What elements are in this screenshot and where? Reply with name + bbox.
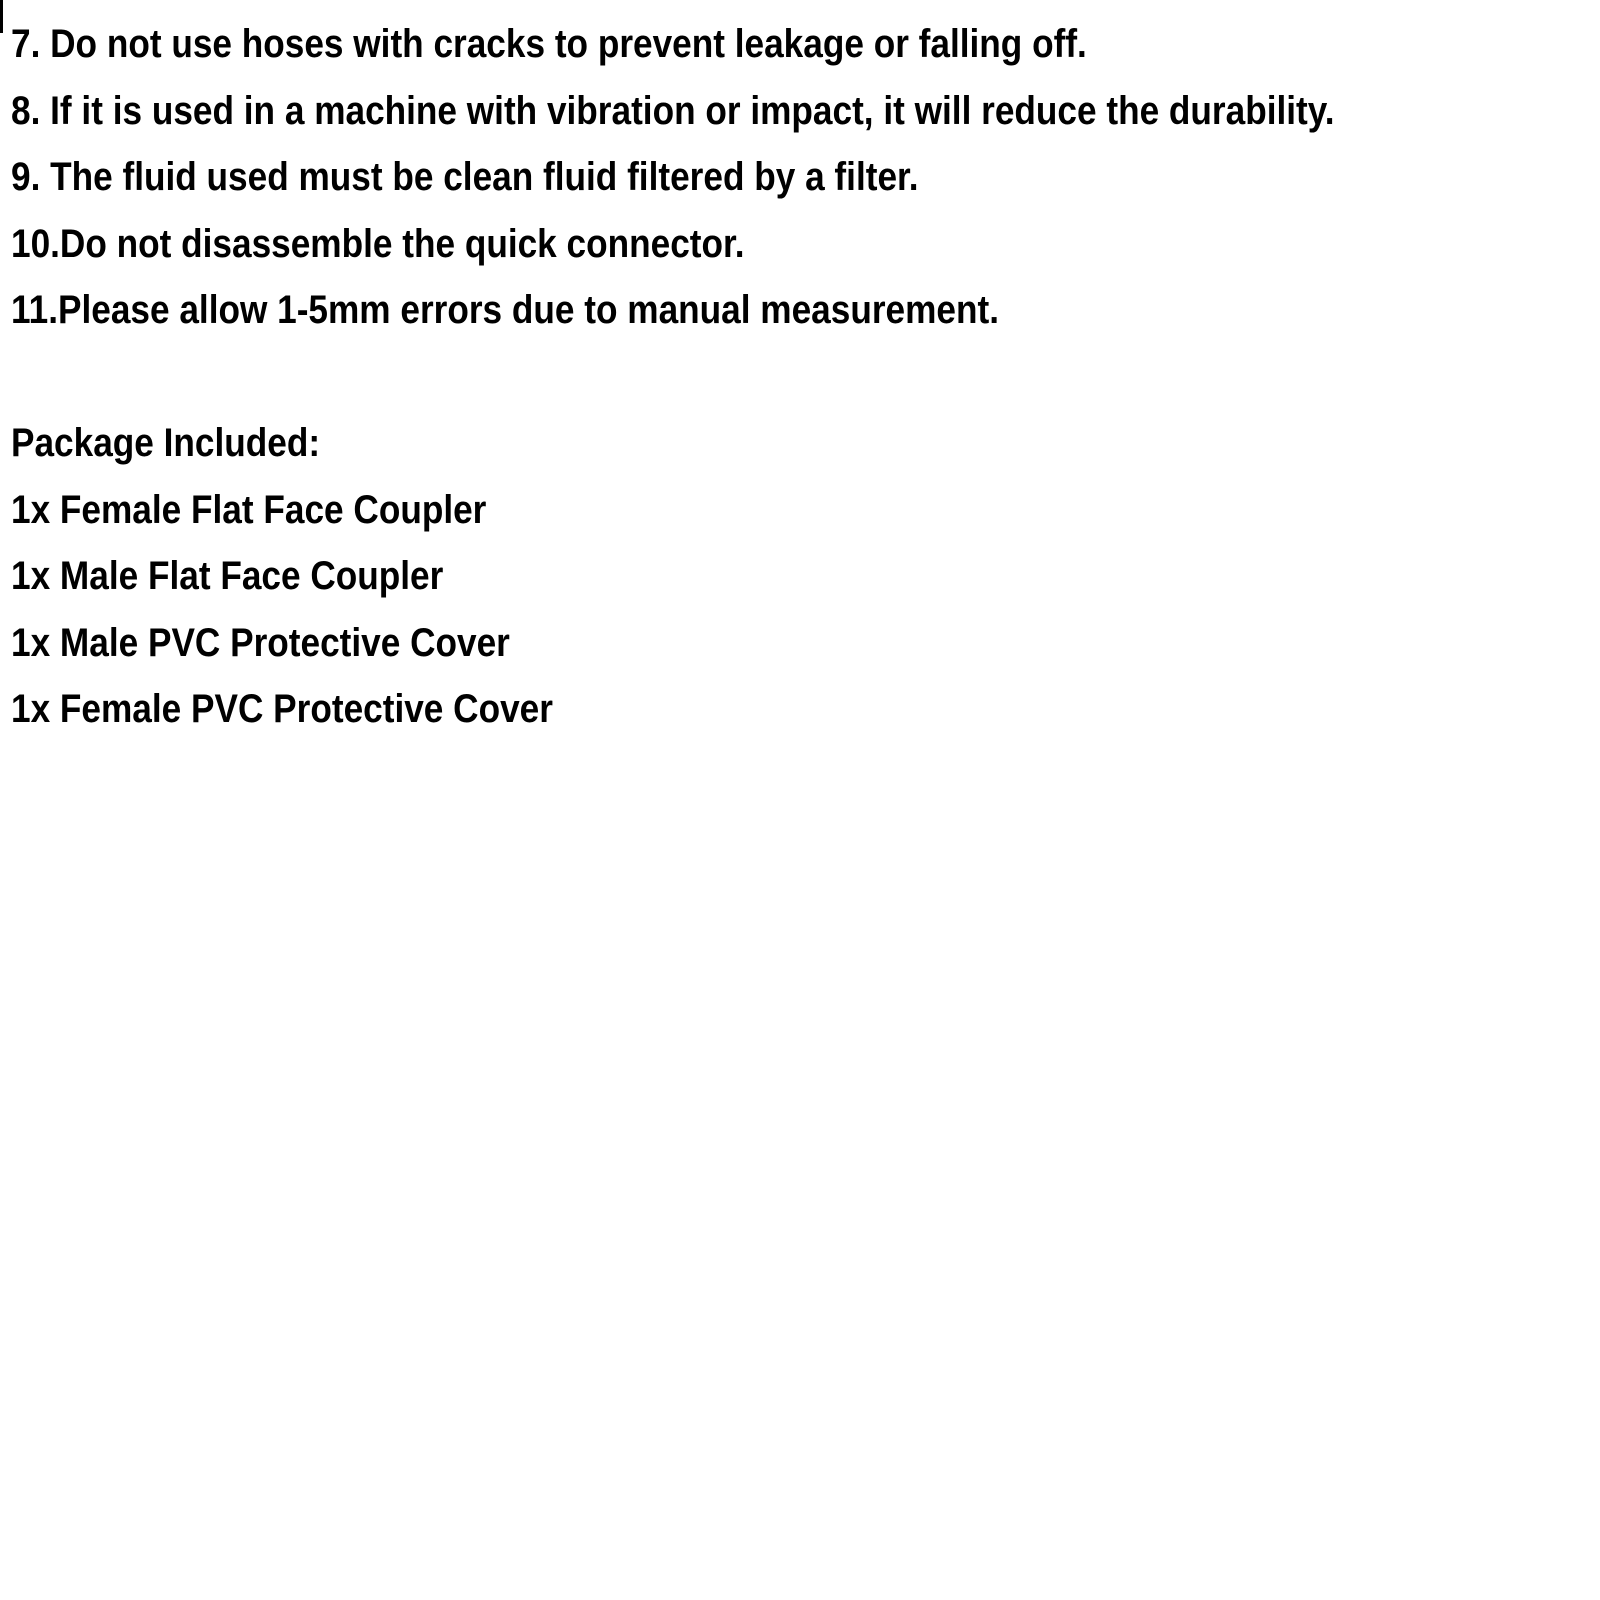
note-line-7 [11, 11, 1600, 78]
note-line-9-text: 9. The fluid used must be clean fluid filtered by a filter. [11, 155, 919, 199]
note-line-8 [11, 78, 1600, 145]
note-line-8-text: 8. If it is used in a machine with vibration or impact, it will reduce the durability. [11, 88, 1335, 133]
package-item-1-text: 1x Female Flat Face Coupler [11, 487, 487, 532]
package-item-2-text: 1x Male Flat Face Coupler [11, 554, 444, 598]
package-included-heading [11, 410, 1600, 477]
package-item-4-text: 1x Female PVC Protective Cover [11, 687, 553, 731]
package-item [11, 676, 1600, 743]
left-edge-scan-artifact [0, 0, 3, 33]
note-line-10-text: 10.Do not disassemble the quick connector. [11, 221, 745, 266]
note-line-11-text: 11.Please allow 1-5mm errors due to manual measurement. [11, 288, 999, 332]
note-line-10 [11, 211, 1600, 278]
package-included-heading-text: Package Included: [11, 421, 321, 465]
package-item-3-text: 1x Male PVC Protective Cover [11, 620, 510, 665]
package-item [11, 477, 1600, 544]
package-item [11, 610, 1600, 677]
description-text-block [11, 11, 1600, 743]
blank-line [11, 344, 1600, 411]
note-line-9 [11, 144, 1600, 211]
note-line-7-text: 7. Do not use hoses with cracks to prevent leakage or falling off. [11, 22, 1087, 66]
note-line-11 [11, 277, 1600, 344]
package-item [11, 543, 1600, 610]
